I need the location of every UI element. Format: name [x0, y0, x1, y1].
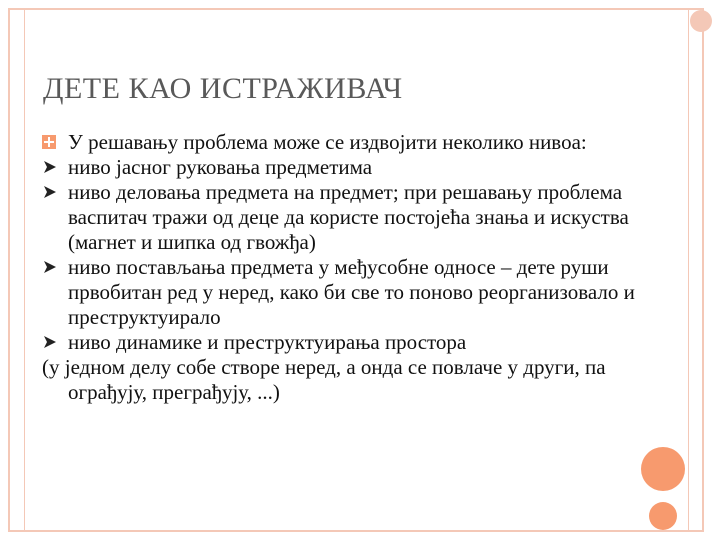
decorative-circle-large — [641, 447, 685, 491]
list-item-text: ниво јасног руковања предметима — [68, 155, 373, 179]
list-item-text: ниво деловања предмета на предмет; при решавању проблема васпитач тражи од деце да користе постојећа знања и искуства (магнет и шипка од гвожђа) — [68, 180, 629, 254]
right-border-rule — [688, 8, 689, 532]
arrow-bullet-icon — [43, 260, 57, 274]
square-bullet-icon — [42, 135, 56, 149]
list-item — [42, 155, 642, 180]
left-border-rule — [24, 8, 25, 532]
decorative-circle-medium — [649, 502, 677, 530]
arrow-bullet-icon — [43, 160, 57, 174]
list-item — [42, 130, 642, 155]
slide-title: ДЕТЕ КАО ИСТРАЖИВАЧ — [43, 72, 403, 105]
list-item-text: ниво динамике и преструктуирања простора — [68, 330, 467, 354]
list-item — [42, 330, 642, 355]
list-item-plain: (у једном делу собе створе неред, а онда се повлаче у други, па ограђују, преграђују, ...) — [42, 355, 606, 404]
slide-body — [42, 130, 642, 405]
arrow-bullet-icon — [43, 185, 57, 199]
list-item-text: ниво постављања предмета у међусобне односе – дете руши првобитан ред у неред, како би све то поново реорганизовало и преструктуирало — [68, 255, 635, 329]
decorative-circle-top — [690, 10, 712, 32]
list-item — [42, 180, 642, 255]
list-item — [42, 255, 642, 330]
list-item-text: У решавању проблема може се издвојити неколико нивоа: — [68, 130, 587, 154]
arrow-bullet-icon — [43, 335, 57, 349]
